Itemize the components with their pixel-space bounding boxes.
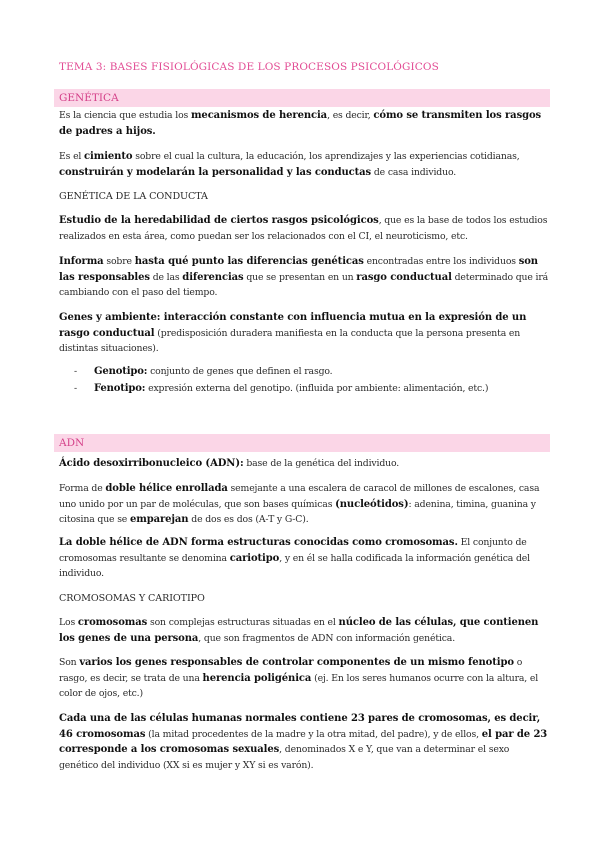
text-run: (ej. En los seres humanos ocurre con la altura, el color de ojos, etc.) — [59, 672, 539, 699]
bold-run: el par de 23 corresponde a los cromosomas sexuales — [59, 728, 548, 755]
bold-run: rasgo conductual — [356, 271, 452, 283]
bold-run: (nucleótidos) — [335, 498, 409, 510]
bold-run: cromosomas — [77, 617, 148, 628]
bullet-dash: - — [74, 383, 77, 394]
text-run: o rasgo, es decir, se trata de una — [59, 657, 523, 684]
bold-run: son las responsables — [59, 256, 538, 283]
list-item-genotipo — [74, 364, 544, 379]
text-run: conjunto de genes que definen el rasgo. — [147, 366, 333, 377]
text-run: determinado que irá cambiando con el paso del tiempo. — [59, 271, 549, 298]
text-run: de casa individuo. — [371, 166, 457, 178]
paragraph-heredabilidad — [59, 213, 549, 244]
bold-run: hasta qué punto las diferencias genéticas — [134, 256, 364, 267]
text-run: (predisposición duradera manifiesta en la conducta que la persona presenta en distintas situaciones). — [59, 327, 521, 354]
text-run: expresión externa del genotipo. (influida por ambiente: alimentación, etc.) — [145, 383, 489, 394]
paragraph-informa — [59, 254, 549, 301]
bold-run: cariotipo — [229, 552, 280, 564]
paragraph-doble-helice-forma — [59, 481, 549, 528]
bold-run: diferencias — [182, 271, 244, 283]
paragraph-adn-definition — [59, 456, 549, 472]
paragraph-cromosomas — [59, 615, 549, 646]
paragraph-genetica-cimiento — [59, 149, 549, 180]
paragraph-herencia-poligenica — [59, 655, 549, 702]
paragraph-genes-ambiente — [59, 310, 549, 357]
bold-run: herencia poligénica — [202, 672, 312, 684]
text-run: Son — [59, 657, 80, 668]
subheading-cromosomas-cariotipo: CROMOSOMAS Y CARIOTIPO — [59, 593, 205, 604]
bold-run: Ácido desoxirribonucleico (ADN): — [59, 458, 244, 469]
bold-run: Estudio de la heredabilidad de ciertos rasgos psicológicos — [59, 215, 379, 226]
bold-run: Informa — [59, 256, 104, 267]
text-run: , que son fragmentos de ADN con información genética. — [198, 632, 455, 644]
bold-run: mecanismos de herencia — [190, 110, 328, 121]
text-run: base de la genética del individuo. — [243, 458, 400, 469]
bullet-dash: - — [74, 366, 77, 377]
text-run: sobre el cual la cultura, la educación, los aprendizajes y las experiencias cotidianas, — [132, 151, 520, 162]
subheading-genetica-conducta: GENÉTICA DE LA CONDUCTA — [59, 191, 208, 202]
bold-run: emparejan — [129, 514, 189, 525]
text-run: de las — [149, 271, 183, 283]
text-run: El conjunto de cromosomas resultante se denomina — [59, 537, 527, 564]
text-run: Es la ciencia que estudia los — [59, 110, 191, 121]
bold-run: La doble hélice de ADN forma estructuras conocidas como cromosomas. — [59, 537, 458, 548]
bold-run: varios los genes responsables de controlar componentes de un mismo fenotipo — [79, 657, 514, 668]
text-run: de dos es dos (A-T y G-C). — [188, 514, 309, 525]
bold-run: núcleo de las células, que contienen los genes de una persona — [59, 617, 539, 644]
text-run: Es el — [59, 151, 85, 162]
text-run: sobre — [103, 256, 135, 267]
section-label: ADN — [59, 437, 85, 449]
text-run: : adenina, timina, guanina y citosina que se — [59, 498, 536, 525]
section-header-genetica — [54, 89, 550, 107]
text-run: que se presentan en un — [243, 271, 357, 283]
bold-run: Genotipo: — [94, 366, 148, 377]
bold-run: cimiento — [84, 151, 133, 162]
document-title: TEMA 3: BASES FISIOLÓGICAS DE LOS PROCESOS PSICOLÓGICOS — [59, 61, 439, 73]
text-run: , denominados X e Y, que van a determinar el sexo genético del individuo (XX si es mujer y XY si es varón). — [59, 744, 510, 771]
text-run: , y en él se halla codificada la información genética del individuo. — [59, 552, 530, 579]
text-run: , es decir, — [327, 110, 374, 121]
text-run: Los — [59, 617, 78, 628]
text-run: , que es la base de todos los estudios realizados en esta área, como puedan ser los relacionados con el CI, el neuroticismo, etc. — [59, 215, 548, 242]
section-header-adn — [54, 434, 550, 452]
bold-run: Fenotipo: — [94, 383, 146, 394]
text-run: Forma de — [59, 483, 106, 494]
bold-run: doble hélice enrollada — [105, 483, 228, 494]
paragraph-genetica-definition — [59, 108, 549, 139]
bold-run: cómo se transmiten los rasgos de padres a hijos. — [59, 110, 542, 137]
text-run: encontradas entre los individuos — [363, 256, 519, 267]
section-label: GENÉTICA — [59, 92, 119, 104]
paragraph-cromosomas-cariotipo — [59, 535, 549, 582]
bold-run: Cada una de las células humanas normales contiene 23 pares de cromosomas, es decir, 46 cromosomas — [59, 713, 541, 740]
bold-run: construirán y modelarán la personalidad y las conductas — [59, 166, 372, 178]
list-item-fenotipo — [74, 381, 544, 396]
text-run: son complejas estructuras situadas en el — [147, 617, 339, 628]
paragraph-23-pares — [59, 711, 549, 773]
text-run: semejante a una escalera de caracol de millones de escalones, casa uno unido por un par de moléculas, que son bases químicas — [59, 483, 540, 510]
bold-run: Genes y ambiente: interacción constante con influencia mutua en la expresión de un rasgo conductual — [59, 312, 527, 339]
text-run: (la mitad procedentes de la madre y la otra mitad, del padre), y de ellos, — [145, 728, 482, 740]
